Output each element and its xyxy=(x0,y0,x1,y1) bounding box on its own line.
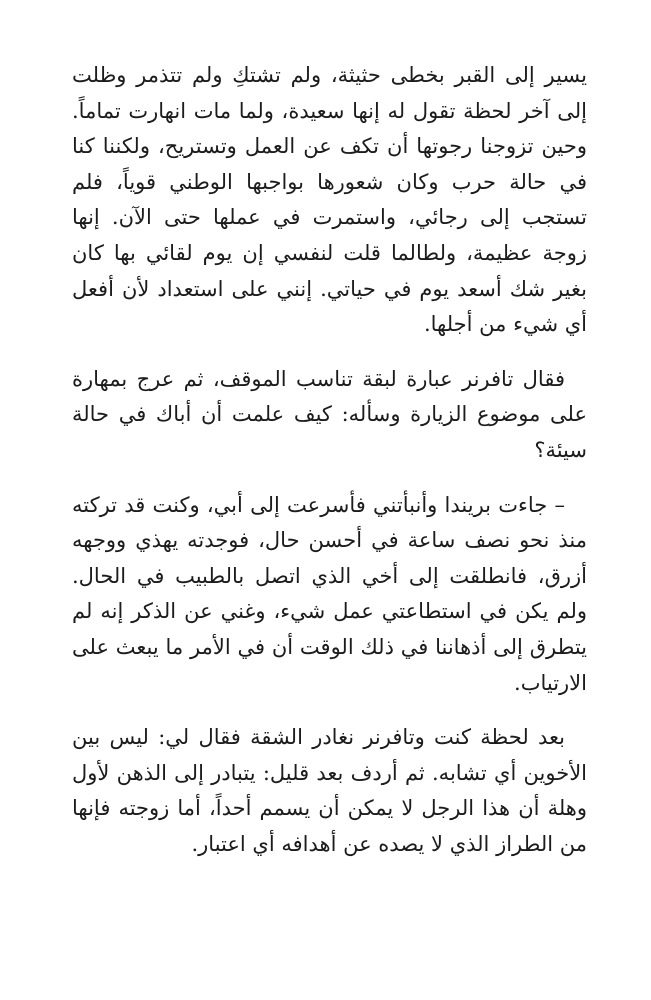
paragraph-continuation: يسير إلى القبر بخطى حثيثة، ولم تشتكِ ولم تتذمر وظلت إلى آخر لحظة تقول له إنها سعيدة، ولما مات انهارت تماماً. وحين تزوجنا رجوتها أن تكف عن العمل وتستريح، ولكننا كنا في حالة حرب وكان شعورها بواجبها الوطني قوياً، فلم تستجب إلى رجائي، واستمرت في عملها حتى الآن. إنها زوجة عظيمة، ولطالما قلت لنفسي إن يوم لقائي بها كان بغير شك أسعد يوم في حياتي. إنني على استعداد لأن أفعل أي شيء من أجلها. xyxy=(72,63,587,337)
book-page xyxy=(72,58,587,862)
paragraph-tavernor-question: فقال تافرنر عبارة لبقة تناسب الموقف، ثم عرج بمهارة على موضوع الزيارة وسأله: كيف علمت أن أباك في حالة سيئة؟ xyxy=(72,366,587,462)
paragraph-brenda-report: – جاءت بريندا وأنبأتني فأسرعت إلى أبي، وكنت قد تركته منذ نحو نصف ساعة في أحسن حال، فوجدته يهذي ووجهه أزرق، فانطلقت إلى أخي الذي اتصل بالطبيب في الحال. ولم يكن في استطاعتي عمل شيء، وغني عن الذكر إنه لم يتطرق إلى أذهاننا في ذلك الوقت أن في الأمر ما يبعث على الارتياب. xyxy=(72,492,587,695)
paragraph-leaving-flat: بعد لحظة كنت وتافرنر نغادر الشقة فقال لي: ليس بين الأخوين أي تشابه. ثم أردف بعد قليل: يتبادر إلى الذهن لأول وهلة أن هذا الرجل لا يمكن أن يسمم أحداً، أما زوجته فإنها من الطراز الذي لا يصده عن أهدافه أي اعتبار. xyxy=(72,725,587,856)
